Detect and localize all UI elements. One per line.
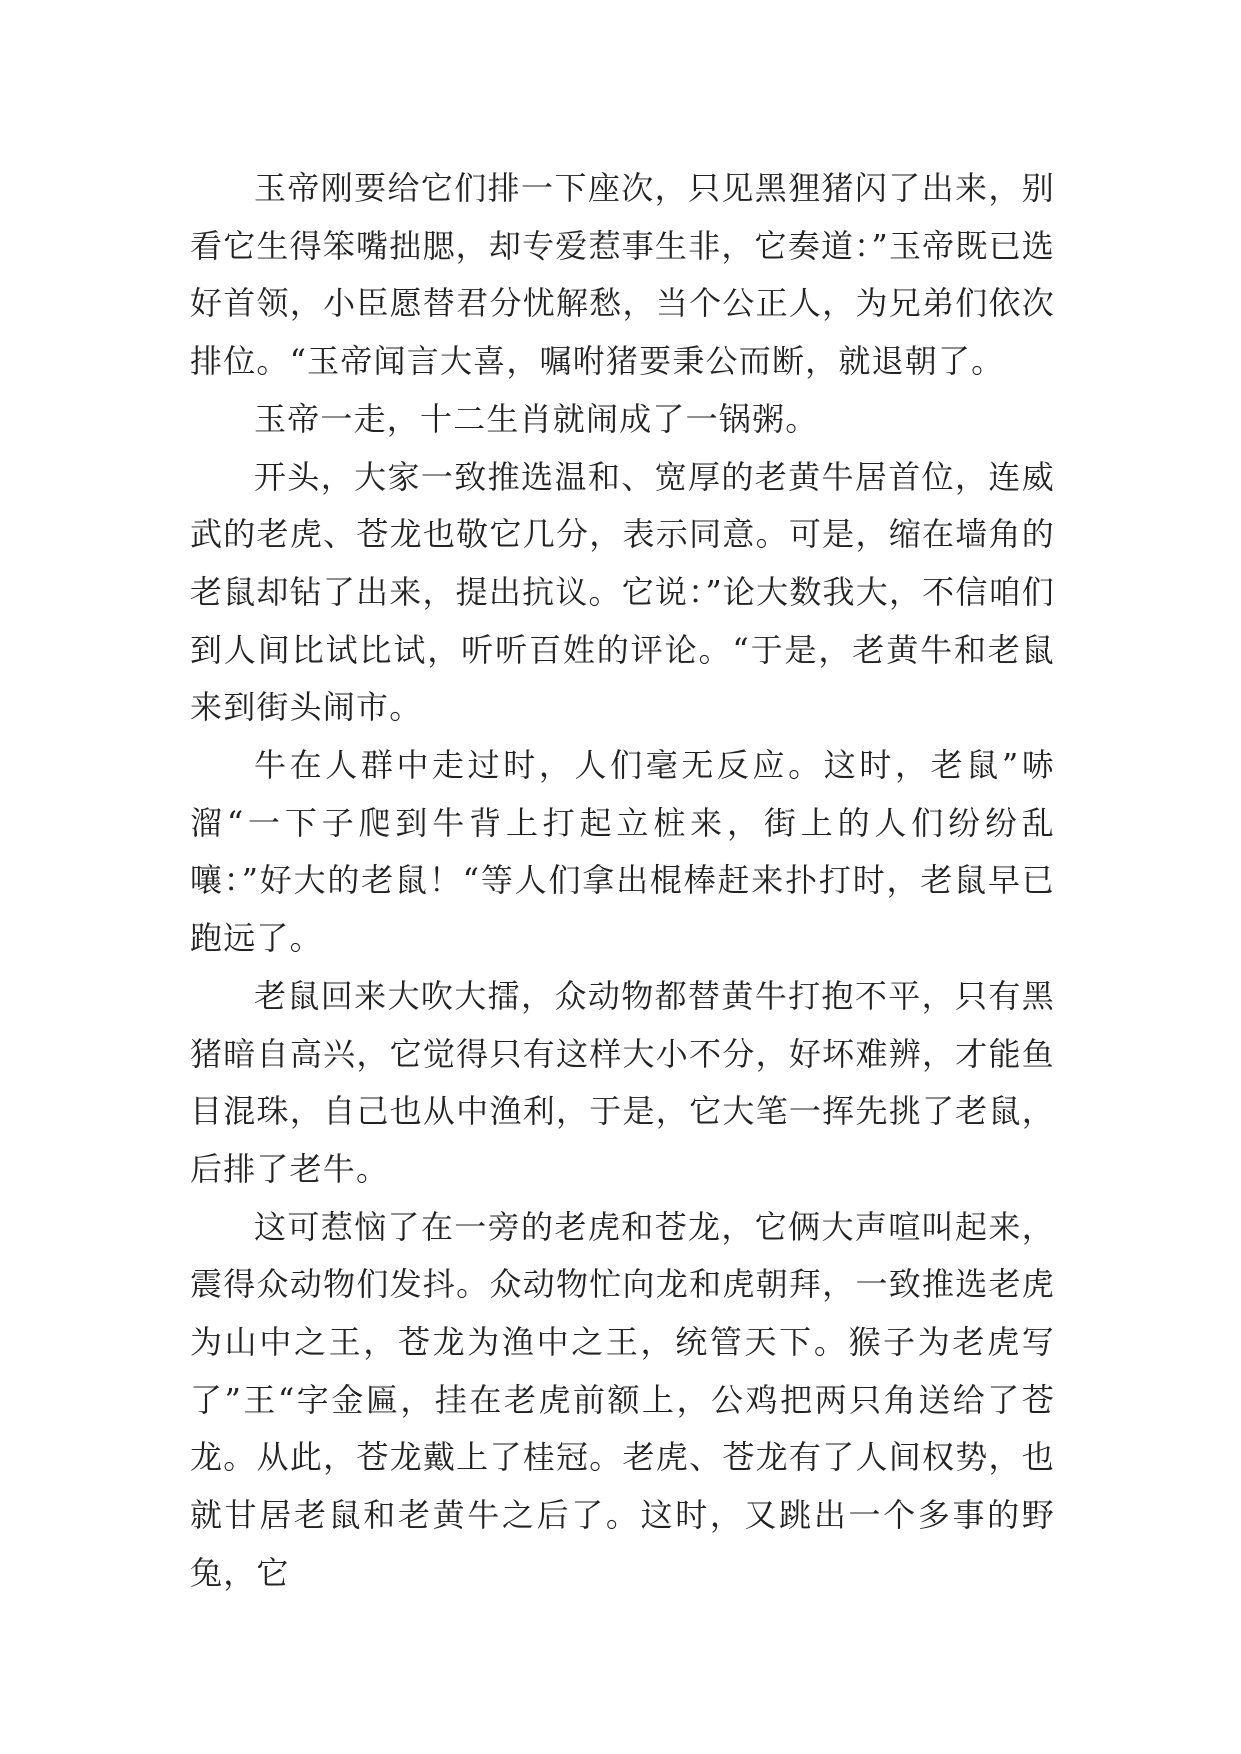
paragraph: 玉帝一走，十二生肖就闹成了一锅粥。 <box>254 399 819 438</box>
paragraph: 这可惹恼了在一旁的老虎和苍龙，它俩大声喧叫起来，震得众动物们发抖。众动物忙向龙和虎朝拜，一致推选老虎为山中之王，苍龙为渔中之王，统管天下。猴子为老虎写了”王“字金匾，挂在老虎前额上，公鸡把两只角送给了苍龙。从此，苍龙戴上了桂冠。老虎、苍龙有了人间权势，也就甘居老鼠和老黄牛之后了。这时，又跳出一个多事的野兔，它 <box>190 1207 1055 1592</box>
paragraph: 开头，大家一致推选温和、宽厚的老黄牛居首位，连威武的老虎、苍龙也敬它几分，表示同意。可是，缩在墙角的老鼠却钻了出来，提出抗议。它说：”论大数我大，不信咱们到人间比试比试，听听百姓的评论。“于是，老黄牛和老鼠来到街头闹市。 <box>190 457 1055 727</box>
document-body <box>190 160 1055 1603</box>
paragraph: 老鼠回来大吹大擂，众动物都替黄牛打抱不平，只有黑猪暗自高兴，它觉得只有这样大小不分，好坏难辨，才能鱼目混珠，自己也从中渔利，于是，它大笔一挥先挑了老鼠，后排了老牛。 <box>190 976 1055 1188</box>
paragraph: 牛在人群中走过时，人们毫无反应。这时，老鼠”哧溜“一下子爬到牛背上打起立桩来，街上的人们纷纷乱嚷：”好大的老鼠！“等人们拿出棍棒赶来扑打时，老鼠早已跑远了。 <box>190 746 1055 958</box>
paragraph: 玉帝刚要给它们排一下座次，只见黑狸猪闪了出来，别看它生得笨嘴拙腮，却专爱惹事生非，它奏道：”玉帝既已选好首领，小臣愿替君分忧解愁，当个公正人，为兄弟们依次排位。“玉帝闻言大喜，嘱咐猪要秉公而断，就退朝了。 <box>190 169 1055 381</box>
